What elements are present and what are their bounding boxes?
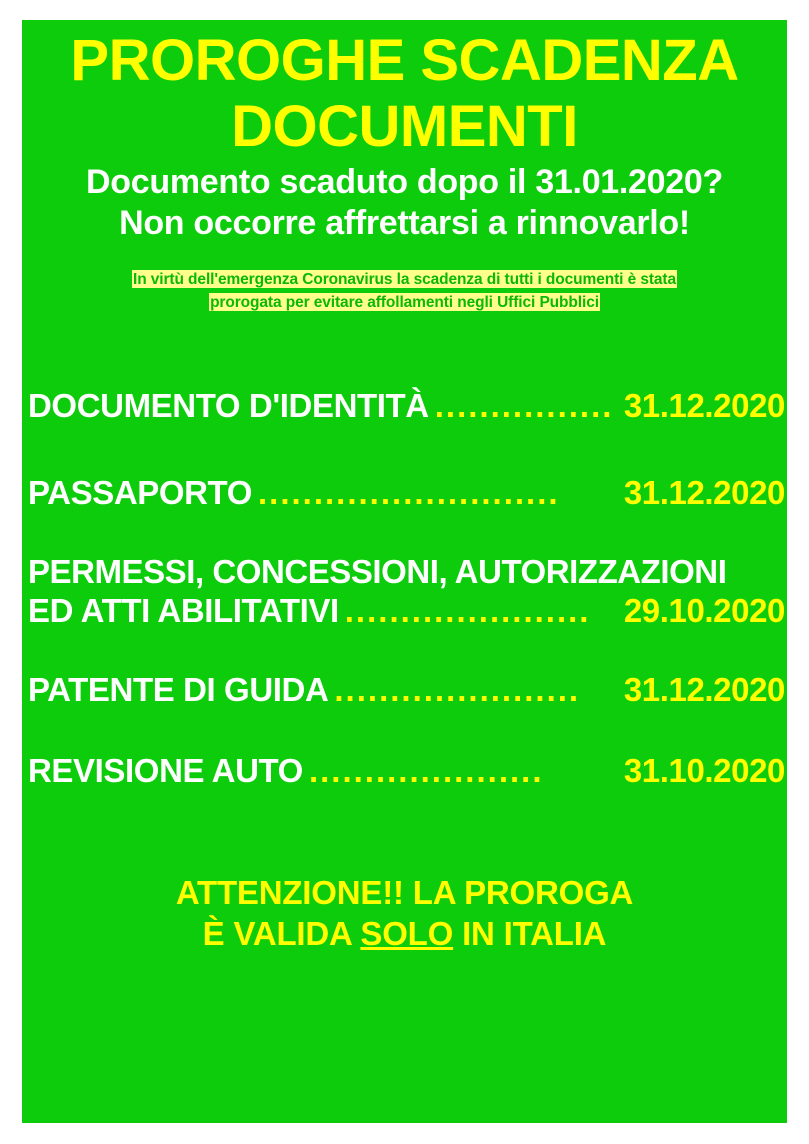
- list-item: [28, 386, 787, 425]
- poster-title: [22, 28, 787, 160]
- document-deadline-list: [28, 386, 787, 790]
- note-line-2: [42, 291, 767, 314]
- highlighted-note: [42, 268, 767, 314]
- attention-line-1: ATTENZIONE!! LA PROROGA: [175, 874, 634, 911]
- document-deadline-date: 31.12.2020: [623, 474, 785, 511]
- dot-leader: ......................: [334, 671, 581, 708]
- poster-panel: [22, 20, 787, 1123]
- list-item: [28, 473, 787, 512]
- attention-prefix: È VALIDA: [202, 915, 361, 952]
- subtitle-line-2: Non occorre affrettarsi a rinnovarlo!: [119, 204, 690, 242]
- note-line-1: [42, 268, 767, 291]
- list-item: [28, 670, 787, 709]
- document-deadline-date: 31.10.2020: [623, 752, 785, 789]
- attention-suffix: IN ITALIA: [453, 915, 607, 952]
- document-deadline-date: 31.12.2020: [623, 671, 785, 708]
- dot-leader: ................: [434, 387, 614, 424]
- note-line-1-text: In virtù dell'emergenza Coronavirus la scadenza di tutti i documenti è stata: [132, 271, 677, 288]
- dot-leader: .....................: [308, 752, 544, 789]
- list-item: [28, 751, 787, 790]
- document-name-continued: ED ATTI ABILITATIVI: [28, 592, 339, 629]
- attention-emphasis-solo: SOLO: [360, 915, 454, 952]
- dot-leader: ......................: [344, 592, 591, 629]
- poster-subtitle: [22, 162, 787, 244]
- attention-notice: [22, 872, 787, 954]
- title-line-2: DOCUMENTI: [231, 94, 578, 159]
- document-name: PERMESSI, CONCESSIONI, AUTORIZZAZIONI: [28, 553, 727, 590]
- note-line-2-text: prorogata per evitare affollamenti negli Uffici Pubblici: [210, 294, 599, 311]
- list-item: [28, 552, 787, 630]
- document-name: REVISIONE AUTO: [28, 752, 303, 789]
- document-deadline-date: 31.12.2020: [623, 387, 785, 424]
- document-name: PATENTE DI GUIDA: [28, 671, 329, 708]
- dot-leader: ...........................: [258, 474, 560, 511]
- subtitle-line-1: Documento scaduto dopo il 31.01.2020?: [86, 163, 723, 201]
- title-line-1: PROROGHE SCADENZA: [70, 28, 739, 93]
- attention-line-2: [22, 913, 787, 954]
- document-name: DOCUMENTO D'IDENTITÀ: [28, 387, 429, 424]
- document-deadline-date: 29.10.2020: [623, 592, 785, 629]
- document-name: PASSAPORTO: [28, 474, 252, 511]
